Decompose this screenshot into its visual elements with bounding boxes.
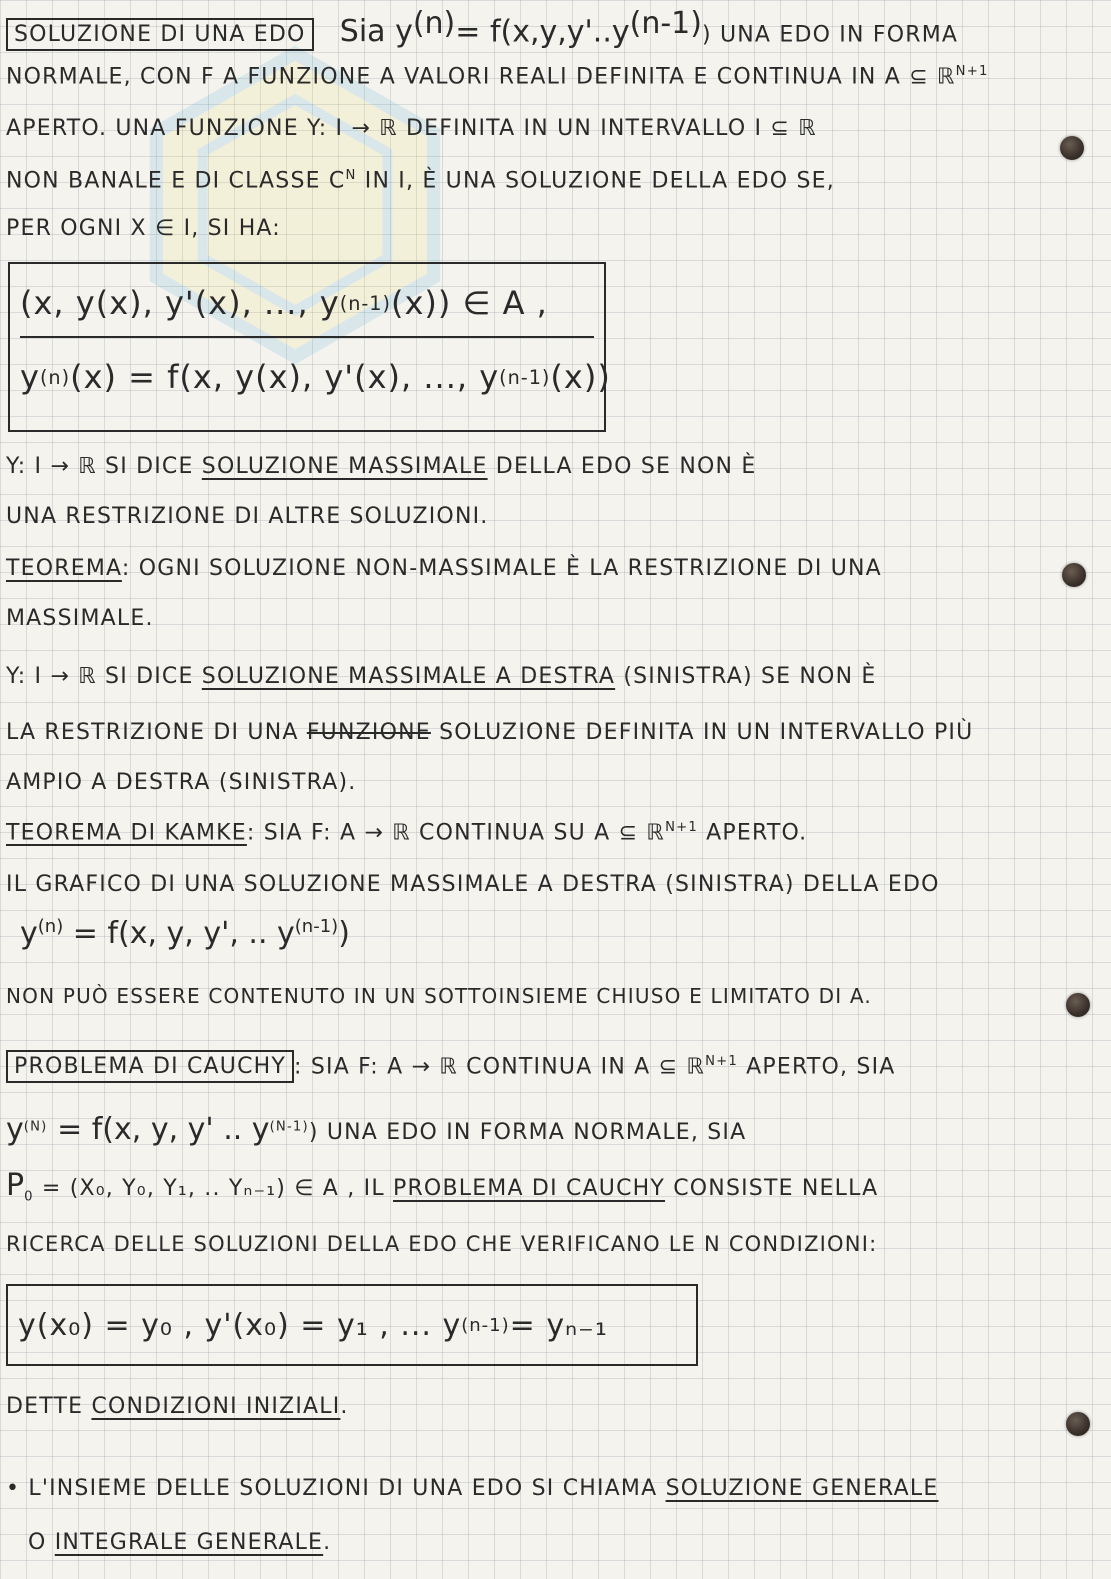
line-10: Y: I → ℝ SI DICE SOLUZIONE MASSIMALE A DESTRA (SINISTRA) SE NON È — [6, 664, 877, 689]
line-2: NORMALE, CON F A FUNZIONE A VALORI REALI DEFINITA E CONTINUA IN A ⊆ ℝ$^{N+1}$ — [6, 64, 989, 90]
line-7: UNA RESTRIZIONE DI ALTRE SOLUZIONI. — [6, 504, 489, 529]
line-19: $P_0 = (X_0$, Y₀, Y₁, .. Yₙ₋₁) ∈ A , IL PROBLEMA DI CAUCHY CONSISTE NELLA — [6, 1168, 879, 1205]
line-8: TEOREMA: OGNI SOLUZIONE NON-MASSIMALE È LA RESTRIZIONE DI UNA — [6, 556, 882, 581]
term-soluzione-massimale: SOLUZIONE MASSIMALE — [201, 454, 488, 479]
line-23: O INTEGRALE GENERALE. — [28, 1530, 332, 1555]
solution-conditions-box — [8, 262, 611, 432]
line-14: IL GRAFICO DI UNA SOLUZIONE MASSIMALE A DESTRA (SINISTRA) DELLA EDO — [6, 872, 940, 897]
binder-hole-2 — [1062, 563, 1086, 587]
line-16: NON PUÒ ESSERE CONTENUTO IN UN SOTTOINSIEME CHIUSO E LIMITATO DI A. — [6, 984, 872, 1008]
line-12: AMPIO A DESTRA (SINISTRA). — [6, 770, 357, 795]
section-title-cauchy: PROBLEMA DI CAUCHY — [6, 1050, 294, 1083]
term-condizioni-iniziali: CONDIZIONI INIZIALI — [91, 1394, 341, 1419]
binder-hole-1 — [1060, 136, 1084, 160]
struck-word: FUNZIONE — [306, 720, 431, 745]
line-22: • L'INSIEME DELLE SOLUZIONI DI UNA EDO SI CHIAMA SOLUZIONE GENERALE — [6, 1476, 939, 1501]
initial-conditions-box: y(x₀) = y₀ , y'(x₀) = y₁ , ... y (n-1) = yₙ₋₁ — [6, 1284, 698, 1366]
binder-hole-3 — [1066, 993, 1090, 1017]
line-6: Y: I → ℝ SI DICE SOLUZIONE MASSIMALE DELLA EDO SE NON È — [6, 454, 757, 479]
term-massimale-destra: SOLUZIONE MASSIMALE A DESTRA — [201, 664, 616, 689]
line-definition-title: SOLUZIONE DI UNA EDO Sia $y^{(n)}= f(x,y,y'..y^{(n-1)})$ UNA EDO IN FORMA — [6, 6, 958, 49]
line-11: LA RESTRIZIONE DI UNA FUNZIONE SOLUZIONE DEFINITA IN UN INTERVALLO PIÙ — [6, 720, 974, 745]
term-soluzione-generale: SOLUZIONE GENERALE — [665, 1476, 939, 1501]
binder-hole-4 — [1066, 1412, 1090, 1436]
condition-row-equation: y (n) (x) = f(x, y(x), y'(x), ..., y (n-1) (x)) — [20, 336, 594, 416]
line-3: APERTO. UNA FUNZIONE Y: I → ℝ DEFINITA IN UN INTERVALLO I ⊆ ℝ — [6, 116, 817, 141]
line-5: PER OGNI X ∈ I, SI HA: — [6, 216, 281, 241]
line-9: MASSIMALE. — [6, 606, 154, 631]
heading-teorema-kamke: TEOREMA DI KAMKE — [6, 820, 247, 846]
term-integrale-generale: INTEGRALE GENERALE — [54, 1530, 324, 1555]
line-21: DETTE CONDIZIONI INIZIALI. — [6, 1394, 349, 1419]
line-4: NON BANALE E DI CLASSE $C^N$ IN I, È UNA SOLUZIONE DELLA EDO SE, — [6, 168, 835, 194]
term-problema-cauchy: PROBLEMA DI CAUCHY — [392, 1176, 666, 1201]
section-title-soluzione: SOLUZIONE DI UNA EDO — [6, 18, 314, 51]
condition-row-domain: (x, y(x), y'(x), ..., y (n-1) (x)) ∈ A , — [20, 284, 548, 322]
heading-teorema: TEOREMA — [6, 556, 122, 581]
line-20: RICERCA DELLE SOLUZIONI DELLA EDO CHE VERIFICANO LE N CONDIZIONI: — [6, 1232, 878, 1256]
line-17: PROBLEMA DI CAUCHY : SIA F: A → ℝ CONTINUA IN A ⊆ ℝ$^{N+1}$ APERTO, SIA — [6, 1054, 896, 1079]
line-18: $y^{(N)} = f(x$, y, y' .. $y^{(N-1)}$) UNA EDO IN FORMA NORMALE, SIA — [6, 1112, 747, 1147]
line-15-equation: $y^{(n)} = f(x$, y, y', .. $y^{(n-1)}$) — [20, 916, 350, 951]
line-13: TEOREMA DI KAMKE: SIA F: A → ℝ CONTINUA SU A ⊆ ℝ$^{N+1}$ APERTO. — [6, 820, 808, 846]
